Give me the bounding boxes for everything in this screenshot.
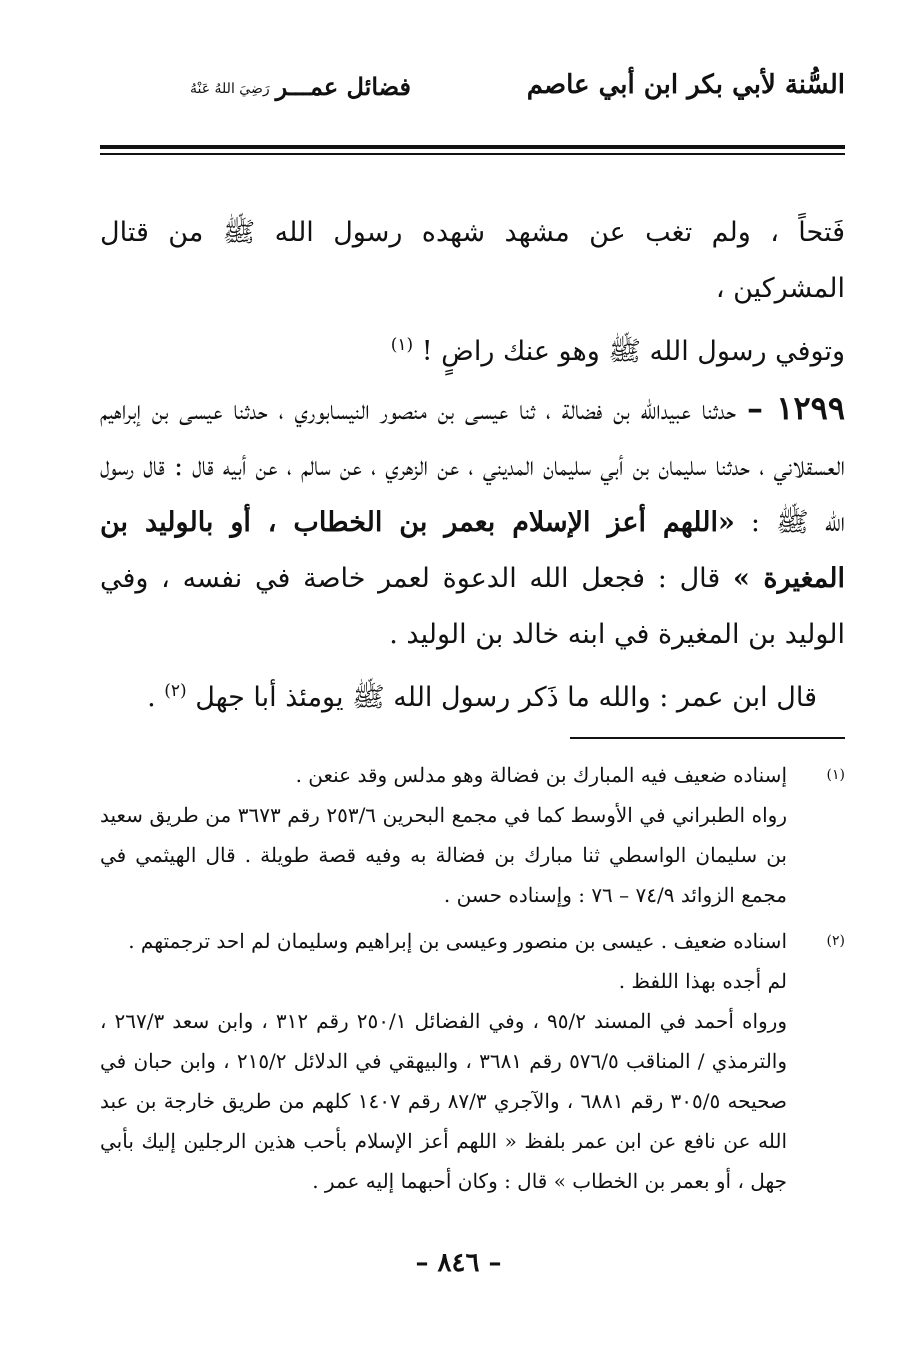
header-rule-thin xyxy=(100,153,845,155)
footnote-1 xyxy=(100,755,845,915)
section-title: فضائل عمـــر xyxy=(275,72,411,101)
footnote-ref-2: (٢) xyxy=(164,681,187,701)
header-rule-thick xyxy=(100,145,845,149)
book-title: السُّنة لأبي بكر ابن أبي عاصم xyxy=(526,70,845,100)
section-title-wrap xyxy=(190,72,411,101)
footnote-2-line-3: ورواه أحمد في المسند ٩٥/٢ ، وفي الفضائل ٢٥٠/١ رقم ٣١٢ ، وابن سعد ٢٦٧/٣ ، والترمذي / المناقب ٥٧٦/٥ رقم ٣٦٨١ ، والبيهقي في الدلائل ٢١٥/٢ ، وابن حبان في صحيحه ٣٠٥/٥ رقم ٦٨٨١ ، والآجري ٨٧/٣ رقم ١٤٠٧ كلهم من طريق خارجة بن عبد الله عن نافع عن ابن عمر بلفظ « اللهم أعز الإسلام بأحب هذين الرجلين إليك بأبي جهل ، أو بعمر بن الخطاب » قال : وكان أحبهما إليه عمر . xyxy=(100,1009,788,1193)
footnote-ref-1: (١) xyxy=(390,335,414,355)
page-number: – ٨٤٦ – xyxy=(415,1248,502,1278)
hadith-intro: حدثنا عبيدالله بن فضالة ، ثنا عيسى بن منصور النيسابوري ، حدثنا عيسى بن إبراهيم العسقلاني ، حدثنا سليمان بن أبي سليمان المديني ، عن الزهري ، عن سالم ، عن أبيه قال : قال رسول الله ﷺ : xyxy=(100,395,845,538)
footnotes-section xyxy=(100,755,845,1207)
footnote-1-line-1: إسناده ضعيف فيه المبارك بن فضالة وهو مدلس وقد عنعن . xyxy=(295,763,787,787)
last-line-end: . xyxy=(147,682,156,713)
body-line-1-text: فَتحاً ، ولم تغب عن مشهد شهده رسول الله ﷺ من قتال المشركين ، xyxy=(100,217,845,304)
footnote-1-line-2: رواه الطبراني في الأوسط كما في مجمع البحرين ٢٥٣/٦ رقم ٣٦٧٣ من طريق سعيد بن سليمان الواسطي ثنا مبارك بن فضالة به وفيه قصة طويلة . قال الهيثمي في مجمع الزوائد ٧٤/٩ – ٧٦ : وإسناده حسن . xyxy=(100,803,787,907)
hadith-quote: «اللهم أعز الإسلام بعمر بن الخطاب ، أو بالوليد بن المغيرة » xyxy=(100,507,845,594)
honorific-text: رَضِيَ اللهُ عَنْهُ xyxy=(190,80,270,97)
hadith-after: قال : فجعل الله الدعوة لعمر خاصة في نفسه ، وفي الوليد بن المغيرة في ابنه خالد بن الوليد . xyxy=(100,563,845,650)
main-text xyxy=(100,205,845,726)
footnote-marker-2: (٢) xyxy=(826,933,845,949)
footnote-marker-1: (١) xyxy=(826,767,845,783)
last-line-text: قال ابن عمر : والله ما ذَكر رسول الله ﷺ يومئذ أبا جهل xyxy=(195,682,817,713)
body-line-1 xyxy=(100,205,845,317)
hadith-number: ١٢٩٩ – xyxy=(746,389,845,427)
footnote-2-line-2: لم أجده بهذا اللفظ . xyxy=(618,969,787,993)
footnote-2 xyxy=(100,921,845,1201)
body-line-2-text: وتوفي رسول الله ﷺ وهو عنك راضٍ ! xyxy=(421,336,845,367)
footnote-separator xyxy=(570,737,845,739)
body-line-2 xyxy=(100,317,845,380)
page-header xyxy=(100,70,845,110)
hadith-paragraph xyxy=(100,380,845,663)
body-last-line xyxy=(100,663,845,726)
footnote-2-line-1: اسناده ضعيف . عيسى بن منصور وعيسى بن إبراهيم وسليمان لم احد ترجمتهم . xyxy=(128,929,787,953)
